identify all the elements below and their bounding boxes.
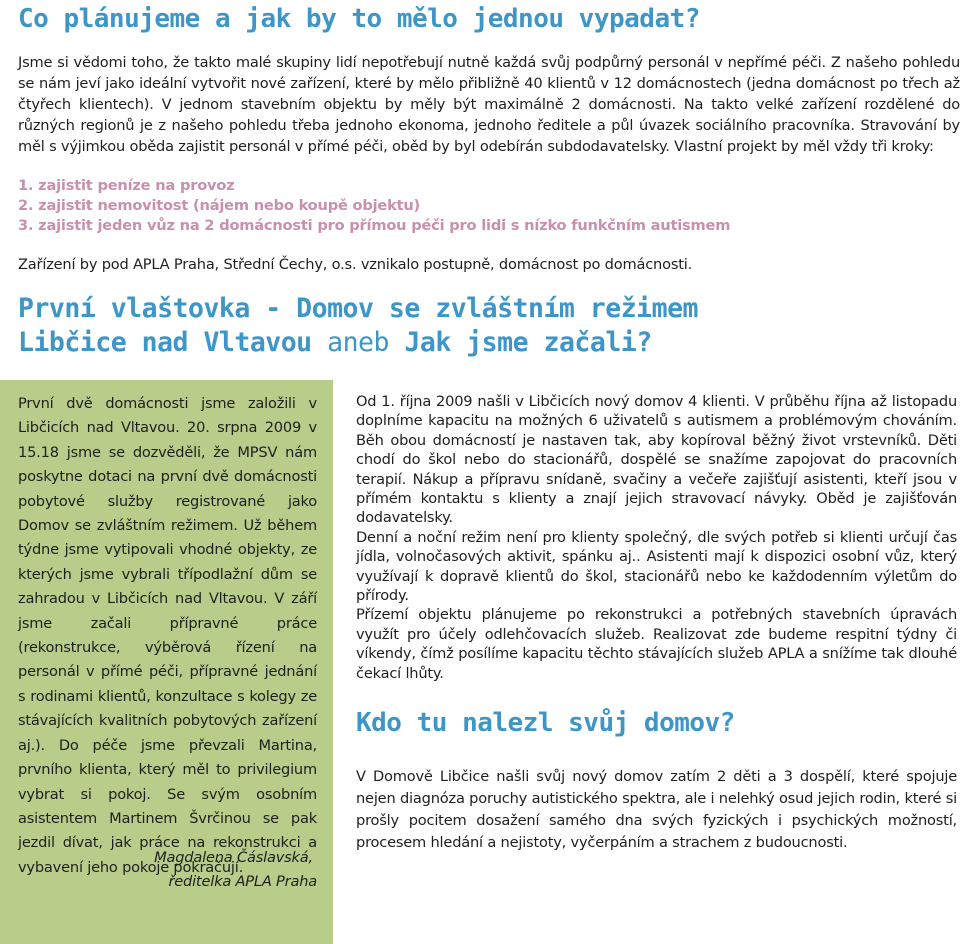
sidebar-text: První dvě domácnosti jsme založili v Libčicích nad Vltavou. 20. srpna 2009 v 15.18 jsme se dozvěděli, že MPSV nám poskytne dotaci na první dvě domácnosti pobytové služby registrované jako Domov se zvláštním režimem. Už během týdne jsme vytipovali vhodné objekty, ze kterých jsme vybrali třípodlažní dům se zahradou v Libčicích nad Vltavou. V září jsme začali přípravné práce (rekonstrukce, výběrová řízení na personál v přímé péči, přípravné jednání s rodinami klientů, konzultace s kolegy ze stávajících kvalitních pobytových zařízení aj.). Do péče jsme převzali Martina, prvního klienta, který měl to privilegium vybrat si pokoj. Se svým osobním asistentem Martinem Švrčinou se pak jezdil dívat, jak práce na rekonstrukci a vybavení jeho pokoje pokračují. bbox=[18, 395, 317, 876]
section-heading-question: Jak jsme začali? bbox=[404, 327, 652, 358]
signature-name: Magdalena Čáslavská, bbox=[154, 849, 313, 866]
step-item: 3. zajistit jeden vůz na 2 domácnosti pro přímou péči pro lidi s nízko funkčním autismem bbox=[18, 217, 731, 234]
main-heading: Co plánujeme a jak by to mělo jednou vypadat? bbox=[18, 4, 700, 34]
signature-role: ředitelka APLA Praha bbox=[168, 873, 317, 890]
signature bbox=[18, 846, 317, 894]
right-paragraph-2: Denní a noční režim není pro klienty společný, dle svých potřeb si klienti určují čas jídla, volnočasových aktivit, spánku aj.. Asistenti mají k dispozici osobní vůz, který využívají k dopravě klientů do škol, stacionářů nebo ke každodenním výletům do přírody. bbox=[356, 528, 957, 605]
note-paragraph: Zařízení by pod APLA Praha, Střední Čechy, o.s. vznikalo postupně, domácnost po domácnosti. bbox=[18, 256, 693, 273]
section-heading-home: Kdo tu nalezl svůj domov? bbox=[356, 708, 735, 738]
intro-paragraph: Jsme si vědomi toho, že takto malé skupiny lidí nepotřebují nutně každá svůj podpůrný personál v nepřímé péči. Z našeho pohledu se nám jeví jako ideální vytvořit nové zařízení, které by mělo přibližně 40 klientů v 12 domácnostech (jedna domácnost po třech až čtyřech klientech). V jednom stavebním objektu by měly být maximálně 2 domácnosti. Na takto velké zařízení rozdělené do různých regionů je z našeho pohledu třeba jednoho ekonoma, jednoho ředitele a půl úvazek sociálního pracovníka. Stravování by měl s výjimkou oběda zajistit personál v přímé péči, oběd by byl odebírán subdodavatelsky. Vlastní projekt by měl vždy tři kroky: bbox=[18, 54, 960, 155]
right-paragraph-3: Přízemí objektu plánujeme po rekonstrukci a potřebných stavebních úpravách využít pro účely odlehčovacích služeb. Realizovat zde budeme respitní týdny či víkendy, čímž posílíme kapacitu těchto stávajících služeb APLA a snížíme tak dlouhé čekací lhůty. bbox=[356, 606, 957, 682]
step-item: 2. zajistit nemovitost (nájem nebo koupě objektu) bbox=[18, 197, 421, 214]
section-heading-line1: První vlaštovka - Domov se zvláštním režimem bbox=[18, 293, 698, 324]
section-heading-aneb: aneb bbox=[327, 327, 389, 358]
right-column bbox=[356, 392, 957, 683]
home-paragraph: V Domově Libčice našli svůj nový domov zatím 2 děti a 3 dospělí, které spojuje nejen diagnóza poruchy autistického spektra, ale i nelehký osud jejich rodin, které si prošly pocitem dosažení samého dna svých fyzických i psychických možností, procesem hledání a nejistoty, vyčerpáním a strachem z budoucnosti. bbox=[356, 768, 957, 851]
section-heading-first-swallow bbox=[18, 292, 698, 360]
steps-list bbox=[18, 176, 730, 236]
section-heading-place: Libčice nad Vltavou bbox=[18, 327, 312, 358]
right-paragraph-1: Od 1. října 2009 našli v Libčicích nový domov 4 klienti. V průběhu října až listopadu doplníme kapacitu na možných 6 uživatelů s autismem a problémovým chováním. Běh obou domácností je nastaven tak, aby kopíroval běžný život vrstevníků. Děti chodí do škol nebo do stacionářů, dospělé se snažíme zapojovat do pracovních terapií. Nákup a přípravu snídaně, svačiny a večeře zajišťují asistenti, kteří jsou v přímém kontaktu s klienty a znají jejich stravovací návyky. Oběd je zajišťován dodavatelsky. bbox=[356, 393, 957, 527]
step-item: 1. zajistit peníze na provoz bbox=[18, 177, 235, 194]
